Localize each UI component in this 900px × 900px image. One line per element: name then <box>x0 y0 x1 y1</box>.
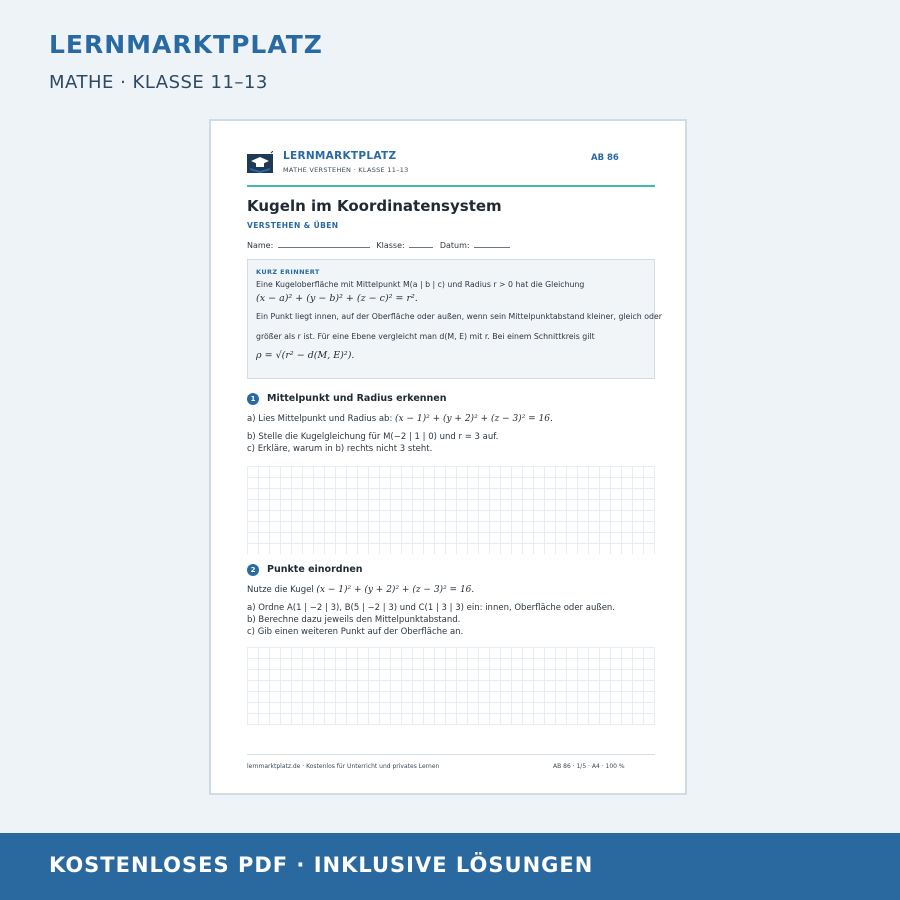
task-1-badge: 1 <box>247 393 259 405</box>
recap-box <box>247 259 662 379</box>
task-1-line-b: b) Stelle die Kugelgleichung für M(−2 | 1 | 0) und r = 3 auf. <box>247 432 499 442</box>
task-2-line-b: b) Berechne dazu jeweils den Mittelpunktabstand. <box>247 615 461 625</box>
recap-formula-sphere: (x − a)² + (y − b)² + (z − c)² = r². <box>256 293 418 304</box>
brand-title: LERNMARKTPLATZ <box>49 30 323 59</box>
brand-subtitle: MATHE · KLASSE 11–13 <box>49 72 268 93</box>
task-2-title: Punkte einordnen <box>267 564 363 575</box>
task-2-formula: (x − 1)² + (y + 2)² + (z − 3)² = 16. <box>316 585 475 595</box>
task-1-line-c: c) Erkläre, warum in b) rechts nicht 3 steht. <box>247 444 433 454</box>
recap-formula-circle: ρ = √(r² − d(M, E)²). <box>256 350 355 361</box>
task-2-line-c: c) Gib einen weiteren Punkt auf der Oberfläche an. <box>247 627 464 637</box>
task-2-intro: Nutze die Kugel <box>247 585 314 595</box>
worksheet-preview <box>209 119 687 795</box>
class-label: Klasse: <box>376 241 405 250</box>
date-blank <box>474 239 510 248</box>
recap-heading: KURZ ERINNERT <box>256 268 320 276</box>
bottom-banner <box>0 833 900 900</box>
recap-line-2: Ein Punkt liegt innen, auf der Oberfläche oder außen, wenn sein Mittelpunktabstand kleiner, gleich oder <box>256 312 662 321</box>
task-1-line-a <box>247 414 553 424</box>
task-2-line-a: a) Ordne A(1 | −2 | 3), B(5 | −2 | 3) und C(1 | 3 | 3) ein: innen, Oberfläche oder außen. <box>247 603 616 613</box>
name-blank <box>278 239 370 248</box>
banner-text: KOSTENLOSES PDF · INKLUSIVE LÖSUNGEN <box>49 853 594 877</box>
date-label: Datum: <box>439 241 470 250</box>
class-blank <box>409 239 433 248</box>
logo-tagline: MATHE VERSTEHEN · KLASSE 11–13 <box>283 166 409 174</box>
task-1-title: Mittelpunkt und Radius erkennen <box>267 393 447 404</box>
graduation-cap-book-icon <box>247 151 273 173</box>
worksheet-title: Kugeln im Koordinatensystem <box>247 197 502 215</box>
header-divider <box>247 185 655 187</box>
worksheet-content <box>247 121 662 793</box>
footer-divider <box>247 754 655 755</box>
footer-left: lernmarktplatz.de · Kostenlos für Unterricht und privates Lernen <box>247 763 440 770</box>
task-1-formula: (x − 1)² + (y + 2)² + (z − 3)² = 16. <box>395 414 553 424</box>
task-2-badge: 2 <box>247 564 259 576</box>
recap-line-3: größer als r ist. Für eine Ebene vergleicht man d(M, E) mit r. Bei einem Schnittkreis gilt <box>256 332 595 341</box>
footer-right: AB 86 · 1/5 · A4 · 100 % <box>553 763 625 770</box>
task-1-intro: a) Lies Mittelpunkt und Radius ab: <box>247 414 393 424</box>
task-1-answer-grid <box>247 466 655 554</box>
recap-line-1: Eine Kugeloberfläche mit Mittelpunkt M(a | b | c) und Radius r > 0 hat die Gleichung <box>256 280 585 289</box>
task-2-intro-line <box>247 585 474 595</box>
worksheet-subtitle: VERSTEHEN & ÜBEN <box>247 221 339 230</box>
logo-name: LERNMARKTPLATZ <box>283 150 397 162</box>
sheet-id: AB 86 <box>591 153 619 163</box>
task-2-answer-grid <box>247 647 655 725</box>
student-meta-line <box>247 239 514 250</box>
name-label: Name: <box>247 241 274 250</box>
